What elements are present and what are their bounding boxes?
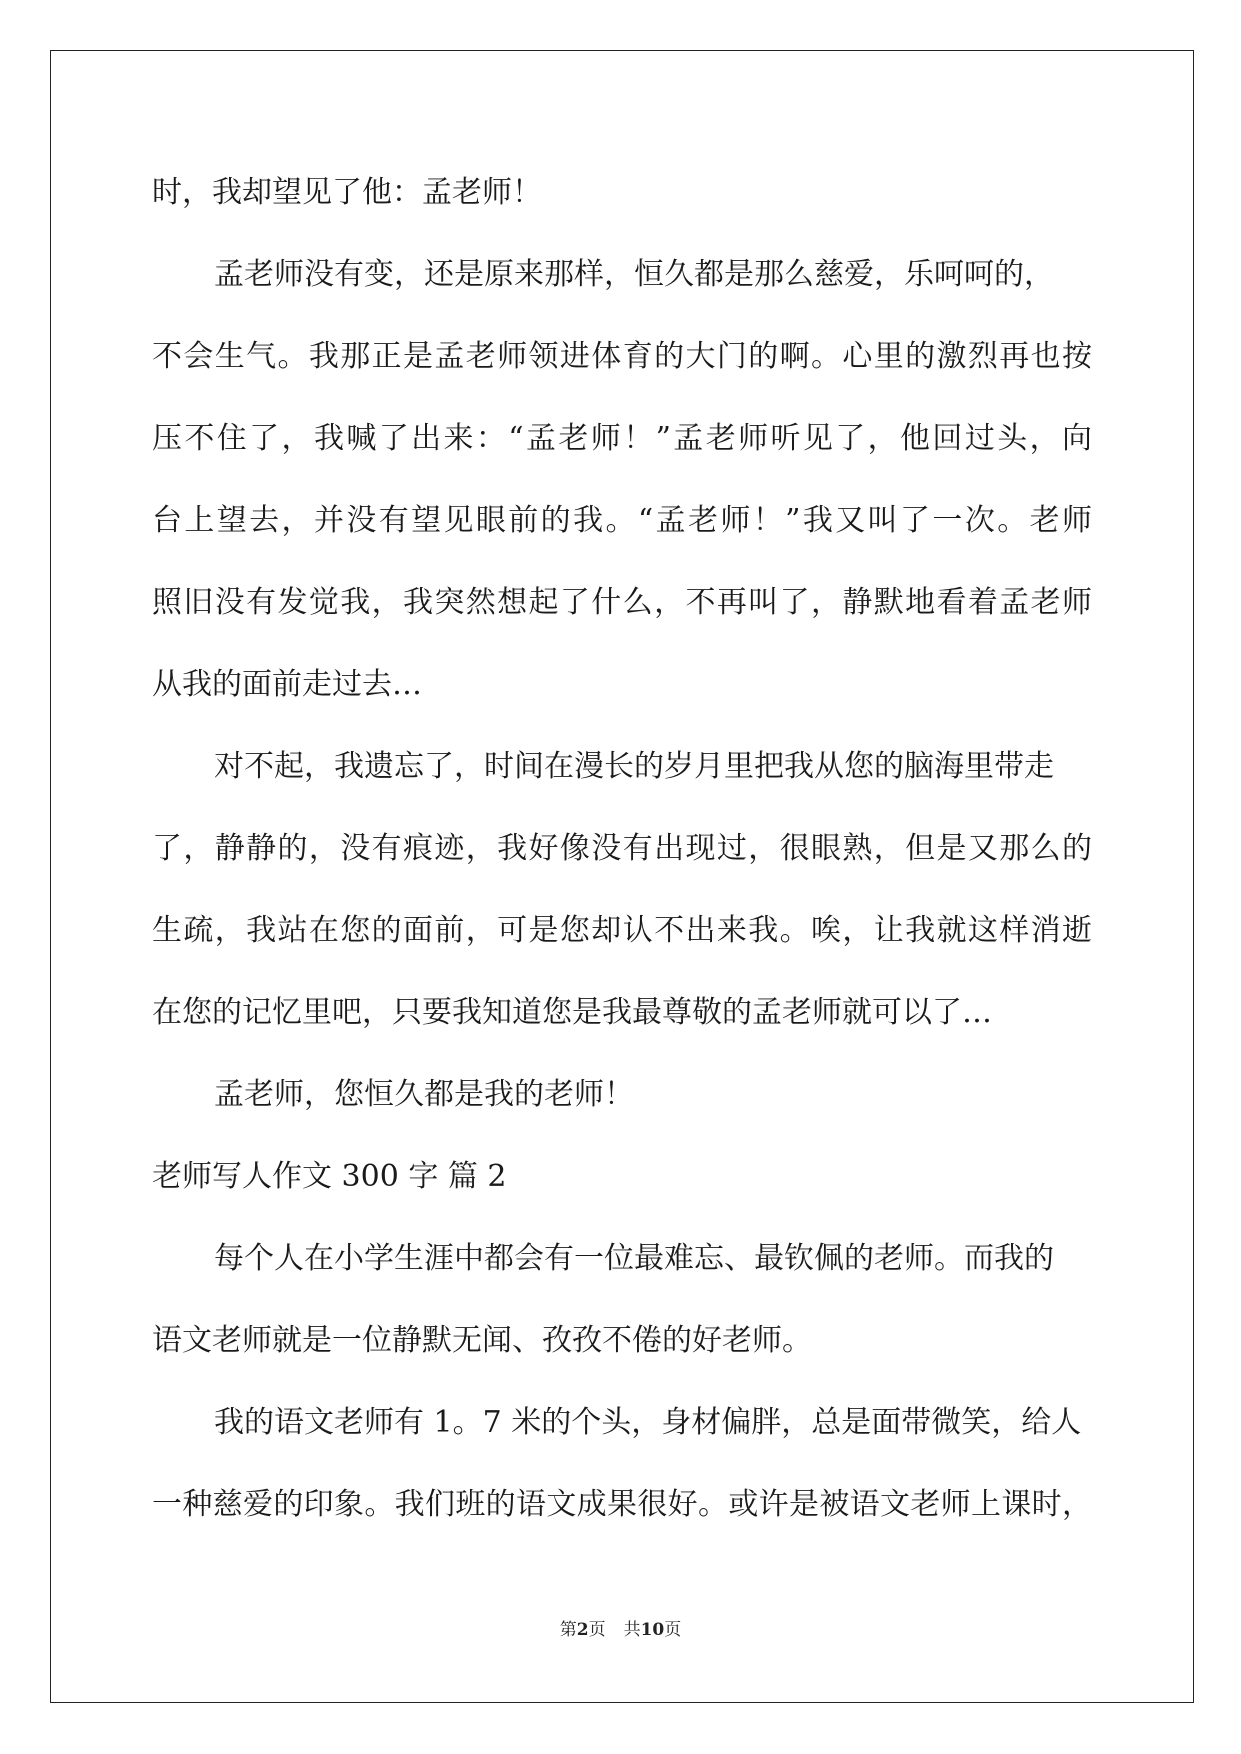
text-line: 生疏，我站在您的面前，可是您却认不出来我。唉，让我就这样消逝 <box>152 913 1092 948</box>
document-body <box>152 152 1092 1546</box>
total-pages: 10 <box>640 1620 665 1640</box>
page-suffix: 页 <box>588 1620 606 1640</box>
text-line: 从我的面前走过去… <box>152 667 422 702</box>
paragraph-line: 孟老师没有变，还是原来那样，恒久都是那么慈爱，乐呵呵的， <box>214 257 1054 292</box>
paragraph-line: 每个人在小学生涯中都会有一位最难忘、最钦佩的老师。而我的 <box>214 1241 1054 1276</box>
text-line: 语文老师就是一位静默无闻、孜孜不倦的好老师。 <box>152 1323 812 1358</box>
total-suffix: 页 <box>664 1620 682 1640</box>
page-prefix: 第 <box>559 1620 577 1640</box>
text-line: 压不住了，我喊了出来：“孟老师！”孟老师听见了，他回过头，向 <box>152 421 1092 456</box>
text-line: 在您的记忆里吧，只要我知道您是我最尊敬的孟老师就可以了… <box>152 995 992 1030</box>
text-line: 不会生气。我那正是孟老师领进体育的大门的啊。心里的激烈再也按 <box>152 339 1092 374</box>
paragraph-line: 我的语文老师有 1。7 米的个头，身材偏胖，总是面带微笑，给人 <box>214 1405 1082 1440</box>
total-prefix: 共 <box>623 1620 641 1640</box>
page-number: 2 <box>576 1620 589 1640</box>
page-footer <box>0 1615 1241 1640</box>
text-line: 照旧没有发觉我，我突然想起了什么，不再叫了，静默地看着孟老师 <box>152 585 1092 620</box>
section-heading: 老师写人作文 300 字 篇 2 <box>152 1159 507 1194</box>
text-line: 了，静静的，没有痕迹，我好像没有出现过，很眼熟，但是又那么的 <box>152 831 1092 866</box>
text-line: 一种慈爱的印象。我们班的语文成果很好。或许是被语文老师上课时， <box>152 1487 1092 1522</box>
paragraph-line: 对不起，我遗忘了，时间在漫长的岁月里把我从您的脑海里带走 <box>214 749 1054 784</box>
text-line: 台上望去，并没有望见眼前的我。“孟老师！”我又叫了一次。老师 <box>152 503 1092 538</box>
paragraph-line: 孟老师，您恒久都是我的老师！ <box>214 1077 634 1112</box>
text-line: 时，我却望见了他：孟老师！ <box>152 175 542 210</box>
